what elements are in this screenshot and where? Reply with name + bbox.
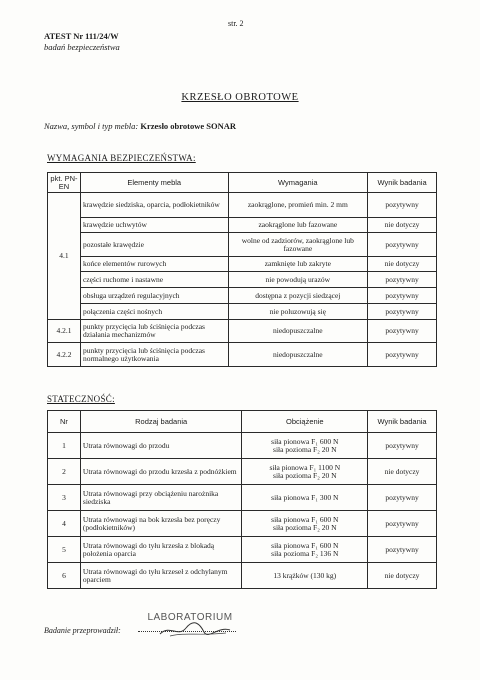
element-cell: krawędzie siedziska, oparcia, podłokietników — [80, 193, 228, 218]
nr-cell: 2 — [48, 459, 81, 485]
table-row — [48, 288, 437, 304]
col-pkt: pkt. PN-EN — [48, 173, 81, 193]
table-row — [48, 343, 437, 367]
requirements-heading: WYMAGANIA BEZPIECZEŃSTWA: — [47, 153, 196, 163]
page-number: str. 2 — [228, 19, 244, 28]
load-cell — [242, 459, 368, 485]
element-cell: części ruchome i nastawne — [80, 272, 228, 288]
requirement-cell: zaokrąglone, promień min. 2 mm — [228, 193, 368, 218]
load-cell: siła pionowa F₁ 300 N — [242, 485, 368, 511]
test-cell: Utrata równowagi przy obciążeniu narożnika siedziska — [80, 485, 242, 511]
result-cell: pozytywny — [368, 343, 437, 367]
requirement-cell: wolne od zadziorów, zaokrąglone lub fazowane — [228, 233, 368, 257]
result-cell: pozytywny — [368, 304, 437, 320]
load-line-1: siła pionowa F₁ 600 N — [271, 514, 339, 524]
table-row — [48, 320, 437, 343]
stability-header-row — [48, 411, 437, 433]
load-line-2: siła pozioma F₂ 136 N — [271, 548, 339, 558]
load-cell — [242, 433, 368, 459]
pkt-cell: 4.2.1 — [48, 320, 81, 343]
stability-table — [47, 410, 437, 589]
title-text: KRZESŁO OBROTOWE — [181, 92, 299, 103]
result-cell: pozytywny — [368, 511, 437, 537]
load-line-2: siła pozioma F₂ 20 N — [273, 444, 337, 454]
result-cell: pozytywny — [368, 485, 437, 511]
test-cell: Utrata równowagi na bok krzesła bez poręczy (podłokietników) — [80, 511, 242, 537]
load-line-1: siła pionowa F₁ 600 N — [271, 436, 339, 446]
requirement-cell: niedopuszczalne — [228, 343, 368, 367]
result-cell: nie dotyczy — [368, 257, 437, 272]
result-cell: pozytywny — [368, 288, 437, 304]
element-cell: punkty przycięcia lub ściśnięcia podczas działania mechanizmów — [80, 320, 228, 343]
table-row — [48, 233, 437, 257]
signature-scribble — [160, 623, 230, 635]
nr-cell: 4 — [48, 511, 81, 537]
load-line-1: siła pionowa F₁ 1100 N — [269, 462, 341, 472]
load-line-1: siła pionowa F₁ 600 N — [271, 540, 339, 550]
product-value: Krzesło obrotowe SONAR — [140, 121, 237, 131]
result-cell: pozytywny — [368, 233, 437, 257]
element-cell: obsługa urządzeń regulacyjnych — [80, 288, 228, 304]
product-label: Nazwa, symbol i typ mebla: — [44, 121, 139, 131]
requirements-table — [47, 172, 437, 367]
requirement-cell: niedopuszczalne — [228, 320, 368, 343]
table-row — [48, 485, 437, 511]
load-line-2: siła pozioma F₂ 20 N — [273, 470, 337, 480]
load-cell: 13 krążków (130 kg) — [242, 563, 368, 589]
result-cell: pozytywny — [368, 433, 437, 459]
nr-cell: 3 — [48, 485, 81, 511]
conducted-by-label: Badanie przeprowadził: — [44, 626, 121, 635]
nr-cell: 1 — [48, 433, 81, 459]
nr-cell: 5 — [48, 537, 81, 563]
element-cell: końce elementów rurowych — [80, 257, 228, 272]
laboratory-stamp — [130, 606, 250, 642]
table-row — [48, 433, 437, 459]
result-cell: pozytywny — [368, 320, 437, 343]
element-cell: krawędzie uchwytów — [80, 218, 228, 233]
requirement-cell: dostępna z pozycji siedzącej — [228, 288, 368, 304]
element-cell: punkty przycięcia lub ściśnięcia podczas normalnego użytkowania — [80, 343, 228, 367]
requirement-cell: zamknięte lub zakryte — [228, 257, 368, 272]
stability-heading: STATECZNOŚĆ: — [47, 394, 115, 404]
requirement-cell: nie powodują urazów — [228, 272, 368, 288]
load-line-2: siła pozioma F₂ 20 N — [273, 522, 337, 532]
col-element: Elementy mebla — [80, 173, 228, 193]
result-cell: nie dotyczy — [368, 563, 437, 589]
product-name-line — [44, 121, 236, 131]
requirements-header-row — [48, 173, 437, 193]
element-cell: pozostałe krawędzie — [80, 233, 228, 257]
table-row — [48, 459, 437, 485]
load-cell — [242, 511, 368, 537]
col-result: Wynik badania — [368, 173, 437, 193]
signature-underline — [170, 633, 226, 636]
col-nr: Nr — [48, 411, 81, 433]
document-title — [0, 92, 480, 103]
document-id: ATEST Nr 111/24/W — [44, 31, 119, 41]
table-row — [48, 193, 437, 218]
test-cell: Utrata równowagi do przodu krzesła z podnóżkiem — [80, 459, 242, 485]
document-subtitle: badań bezpieczeństwa — [44, 42, 120, 52]
table-row — [48, 537, 437, 563]
table-row — [48, 218, 437, 233]
table-row — [48, 272, 437, 288]
table-row — [48, 257, 437, 272]
test-cell: Utrata równowagi do przodu — [80, 433, 242, 459]
test-cell: Utrata równowagi do tyłu krzesła z blokadą położenia oparcia — [80, 537, 242, 563]
result-cell: pozytywny — [368, 193, 437, 218]
pkt-cell: 4.1 — [48, 193, 81, 320]
col-load: Obciążenie — [242, 411, 368, 433]
load-cell — [242, 537, 368, 563]
result-cell: pozytywny — [368, 272, 437, 288]
table-row — [48, 511, 437, 537]
stamp-text: LABORATORIUM — [147, 612, 233, 623]
col-requirement: Wymagania — [228, 173, 368, 193]
result-cell: pozytywny — [368, 537, 437, 563]
nr-cell: 6 — [48, 563, 81, 589]
result-cell: nie dotyczy — [368, 218, 437, 233]
col-test: Rodzaj badania — [80, 411, 242, 433]
result-cell: nie dotyczy — [368, 459, 437, 485]
table-row — [48, 563, 437, 589]
element-cell: połączenia części nośnych — [80, 304, 228, 320]
test-cell: Utrata równowagi do tyłu krzeseł z odchylanym oparciem — [80, 563, 242, 589]
requirement-cell: nie poluzowują się — [228, 304, 368, 320]
requirement-cell: zaokrąglone lub fazowane — [228, 218, 368, 233]
col-result: Wynik badania — [368, 411, 437, 433]
pkt-cell: 4.2.2 — [48, 343, 81, 367]
table-row — [48, 304, 437, 320]
